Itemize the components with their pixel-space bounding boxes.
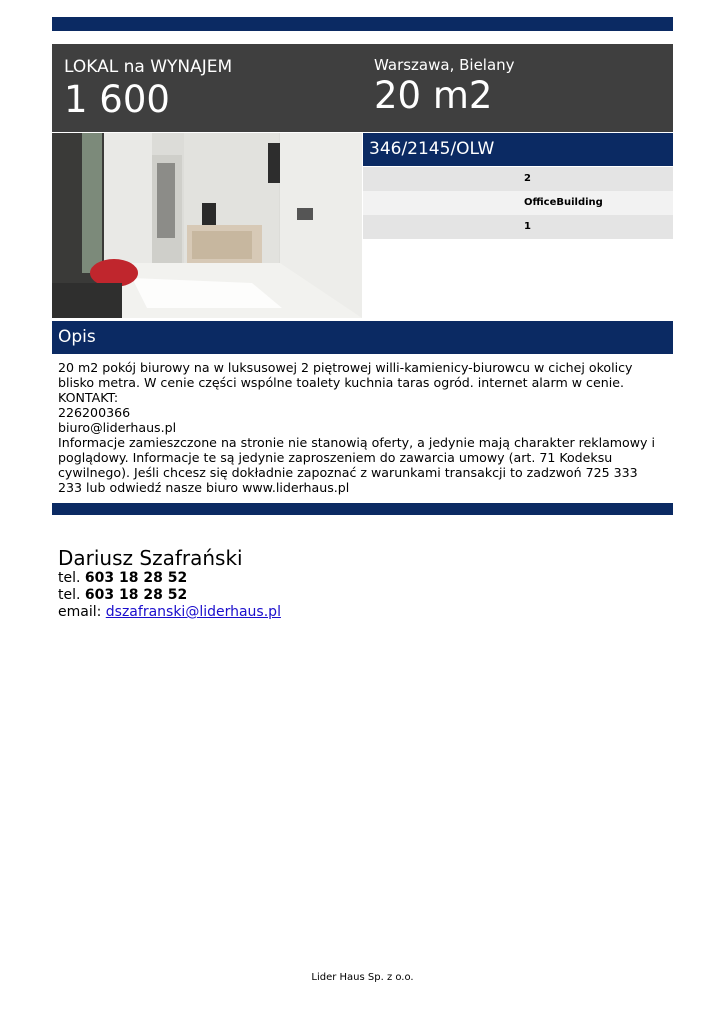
disclaimer-text: Informacje zamieszczone na stronie nie stanowią oferty, a jedynie mają charakter reklamowy i poglądowy. Informacje te są jedynie zaproszeniem do zawarcia umowy (art. 71 Kodeksu cywilnego). Jeśli chcesz się dokładnie zapoznać z warunkami transakcji to zadzwoń 725 333 233 lub odwiedź nasze biuro www.liderhaus.pl — [58, 435, 660, 495]
param-row — [363, 167, 673, 191]
phone-number: 603 18 28 52 — [84, 587, 188, 603]
contact-heading: KONTAKT: — [58, 390, 119, 405]
param-value: 2 — [524, 173, 531, 184]
agent-phone-2 — [58, 587, 281, 604]
agent-email — [58, 604, 281, 621]
email-link[interactable]: dszafranski@liderhaus.pl — [105, 604, 281, 620]
top-accent-bar — [52, 17, 673, 31]
area: 20 m2 — [374, 74, 493, 117]
agent-phone-1 — [58, 570, 281, 587]
phone-number: 603 18 28 52 — [84, 570, 188, 586]
agent-contact — [58, 546, 281, 621]
contact-phone: 226200366 — [58, 405, 131, 420]
price: 1 600 — [64, 78, 170, 121]
description-text: 20 m2 pokój biurowy na w luksusowej 2 piętrowej willi-kamienicy-biurowcu w cichej okolicy blisko metra. W cenie części wspólne toalety kuchnia taras ogród. internet alarm w cenie. — [58, 360, 637, 390]
parameters-table — [363, 167, 673, 239]
offer-type: LOKAL na WYNAJEM — [64, 57, 233, 77]
location: Warszawa, Bielany — [374, 56, 515, 74]
agent-name: Dariusz Szafrański — [58, 546, 243, 570]
header-right — [374, 56, 515, 117]
reference-number: 346/2145/OLW — [369, 139, 495, 159]
param-row — [363, 215, 673, 239]
property-photo — [52, 133, 362, 318]
email-label: email: — [58, 604, 102, 620]
description-title: Opis — [58, 327, 96, 347]
param-value: OfficeBuilding — [524, 197, 603, 208]
reference-bar — [363, 133, 673, 166]
footer-company: Lider Haus Sp. z o.o. — [311, 972, 414, 983]
phone-label: tel. — [58, 570, 81, 586]
phone-label: tel. — [58, 587, 81, 603]
contact-email: biuro@liderhaus.pl — [58, 420, 177, 435]
description-header — [52, 321, 673, 354]
header-left — [64, 56, 232, 121]
listing-header — [52, 44, 673, 132]
param-row — [363, 191, 673, 215]
param-value: 1 — [524, 221, 531, 232]
description-body — [58, 360, 663, 495]
bottom-accent-bar — [52, 503, 673, 515]
